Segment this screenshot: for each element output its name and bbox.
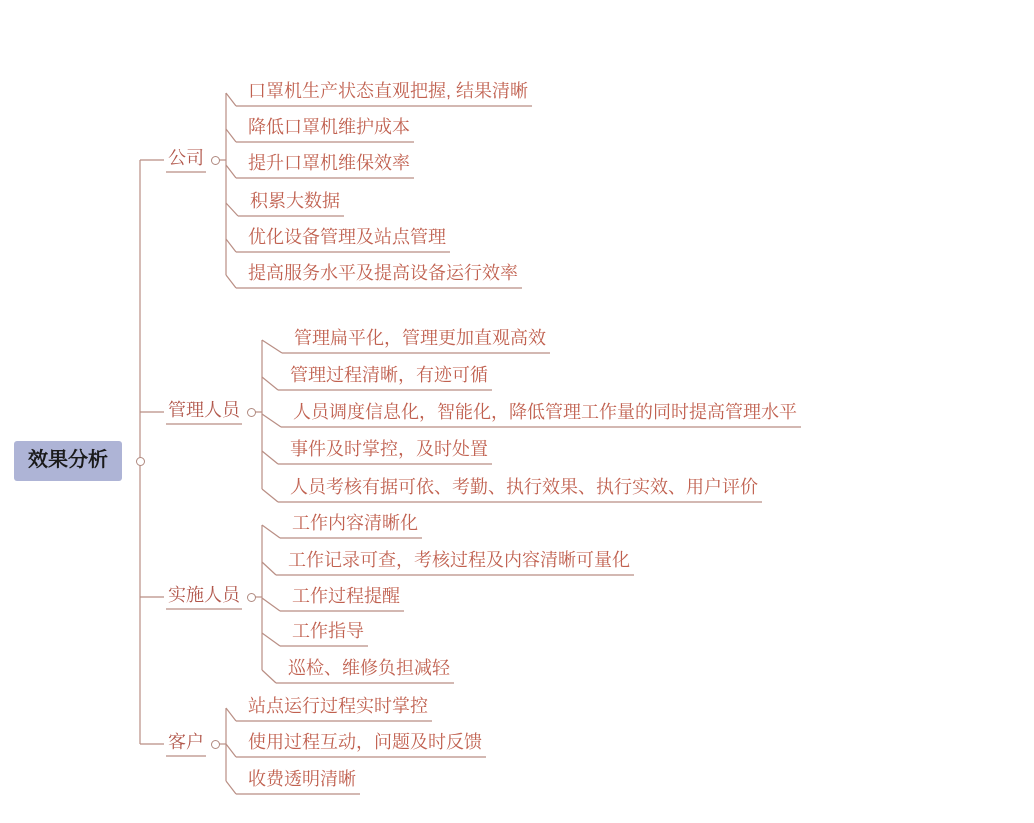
collapse-toggle-icon-root[interactable] — [136, 457, 145, 466]
mindmap-branch-label[interactable]: 管理人员 — [168, 400, 240, 420]
mindmap-leaf-node[interactable]: 收费透明清晰 — [248, 769, 356, 789]
mindmap-branch-label[interactable]: 公司 — [168, 148, 204, 168]
mindmap-leaf-node[interactable]: 管理扁平化，管理更加直观高效 — [294, 328, 546, 348]
mindmap-branch-label[interactable]: 客户 — [168, 732, 204, 752]
mindmap-leaf-node[interactable]: 管理过程清晰，有迹可循 — [290, 365, 488, 385]
mindmap-leaf-node[interactable]: 工作过程提醒 — [292, 586, 400, 606]
mindmap-leaf-node[interactable]: 提高服务水平及提高设备运行效率 — [248, 263, 518, 283]
mindmap-leaf-node[interactable]: 积累大数据 — [250, 191, 340, 211]
mindmap-leaf-node[interactable]: 降低口罩机维护成本 — [248, 117, 410, 137]
collapse-toggle-icon-branch-2[interactable] — [247, 593, 256, 602]
mindmap-root-node[interactable]: 效果分析 — [14, 441, 122, 481]
collapse-toggle-icon-branch-3[interactable] — [211, 740, 220, 749]
mindmap-leaf-node[interactable]: 使用过程互动，问题及时反馈 — [248, 732, 482, 752]
mindmap-branch-label[interactable]: 实施人员 — [168, 585, 240, 605]
collapse-toggle-icon-branch-0[interactable] — [211, 156, 220, 165]
mindmap-leaf-node[interactable]: 人员考核有据可依、考勤、执行效果、执行实效、用户评价 — [290, 477, 758, 497]
mindmap-leaf-node[interactable]: 人员调度信息化，智能化，降低管理工作量的同时提高管理水平 — [293, 402, 797, 422]
mindmap-leaf-node[interactable]: 工作记录可查，考核过程及内容清晰可量化 — [288, 550, 630, 570]
mindmap-leaf-node[interactable]: 提升口罩机维保效率 — [248, 153, 410, 173]
mindmap-leaf-node[interactable]: 站点运行过程实时掌控 — [248, 696, 428, 716]
collapse-toggle-icon-branch-1[interactable] — [247, 408, 256, 417]
mindmap-leaf-node[interactable]: 优化设备管理及站点管理 — [248, 227, 446, 247]
mindmap-leaf-node[interactable]: 巡检、维修负担减轻 — [288, 658, 450, 678]
mindmap-leaf-node[interactable]: 口罩机生产状态直观把握, 结果清晰 — [248, 81, 529, 101]
mindmap-leaf-node[interactable]: 工作指导 — [292, 621, 364, 641]
mindmap-leaf-node[interactable]: 工作内容清晰化 — [292, 513, 418, 533]
mindmap-leaf-node[interactable]: 事件及时掌控，及时处置 — [290, 439, 488, 459]
